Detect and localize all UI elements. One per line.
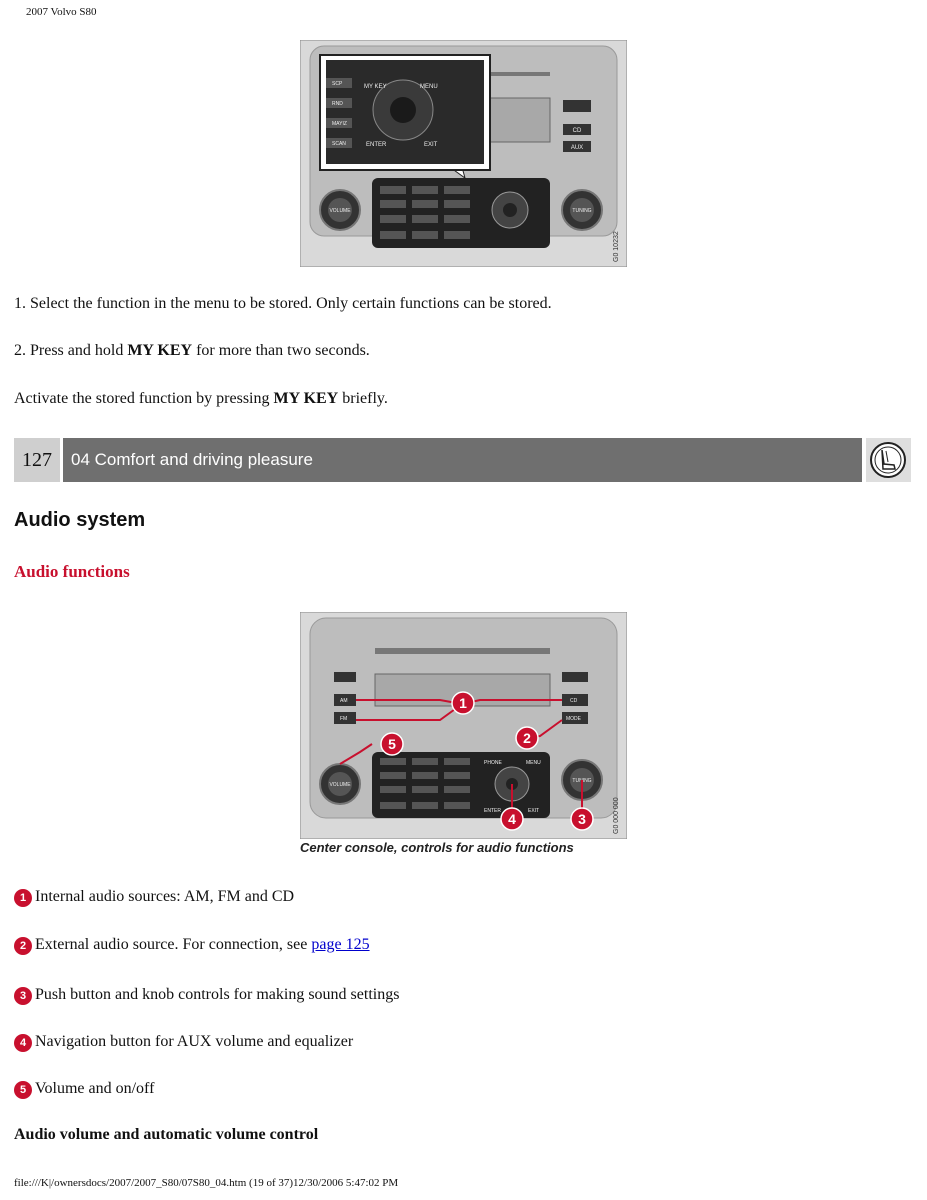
activate-note: Activate the stored function by pressing MY KEY briefly. [14,390,388,407]
exit-label: EXIT [424,142,438,148]
fm-label: FM [340,716,348,722]
cd-label: CD [570,698,578,704]
figure-code-2: G0 000 000 [613,797,620,834]
callout-4: 4 [508,811,516,827]
tuning-label: TUNING [572,208,592,214]
page-header: 2007 Volvo S80 [26,6,97,18]
phone-label: PHONE [484,760,502,766]
console-mykey-figure [300,40,627,267]
aux-label: AUX [570,145,584,151]
zoom-btn-scan: SCAN [332,141,346,147]
volume-label: VOLUME [329,208,351,214]
mode-label: MODE [566,716,581,722]
callout-2: 2 [523,730,531,746]
zoom-btn-scp: SCP [332,81,343,87]
subheading-audio-functions: Audio functions [14,562,130,581]
heading-audio-system: Audio system [14,509,146,531]
list-item: 4 Navigation button for AUX volume and equalizer [14,1031,353,1052]
callout-5: 5 [388,736,396,752]
enter-label-2: ENTER [484,808,501,814]
zoom-btn-mayiz: MAYIZ [332,121,347,127]
step-1: 1. Select the function in the menu to be stored. Only certain functions can be stored. [14,295,552,312]
page-number: 127 [14,438,60,482]
callout-3: 3 [578,811,586,827]
page-footer: file:///K|/ownersdocs/2007/2007_S80/07S80_04.htm (19 of 37)12/30/2006 5:47:02 PM [14,1177,399,1189]
page-125-link[interactable]: page 125 [311,935,370,953]
list-item: 3 Push button and knob controls for making sound settings [14,984,399,1005]
am-label: AM [340,698,348,704]
number-badge: 3 [14,987,32,1005]
figure-code: G0 10232 [613,231,620,262]
number-badge: 5 [14,1081,32,1099]
number-badge: 1 [14,889,32,907]
volume-label-2: VOLUME [329,782,351,788]
section-bar [14,438,911,482]
step-2: 2. Press and hold MY KEY for more than two seconds. [14,342,370,359]
callout-1: 1 [459,695,467,711]
number-badge: 2 [14,937,32,955]
exit-label-2: EXIT [528,808,540,814]
tuning-label-2: TUNING [572,778,592,784]
number-badge: 4 [14,1034,32,1052]
cd-label: CD [572,128,582,134]
audio-controls-figure [300,612,627,839]
section-title: 04 Comfort and driving pleasure [63,438,862,482]
my-key-label: MY KEY [364,84,387,90]
figure-caption: Center console, controls for audio functions [300,840,574,855]
subsection-heading: Audio volume and automatic volume control [14,1126,319,1143]
menu-label-2: MENU [526,760,541,766]
list-item: 2 External audio source. For connection, see page 125 [14,934,370,955]
zoom-btn-rnd: RND [332,101,343,107]
menu-label: MENU [420,84,438,90]
list-item: 5 Volume and on/off [14,1078,154,1099]
enter-label: ENTER [366,142,387,148]
list-item: 1 Internal audio sources: AM, FM and CD [14,886,294,907]
seat-icon [866,438,911,482]
